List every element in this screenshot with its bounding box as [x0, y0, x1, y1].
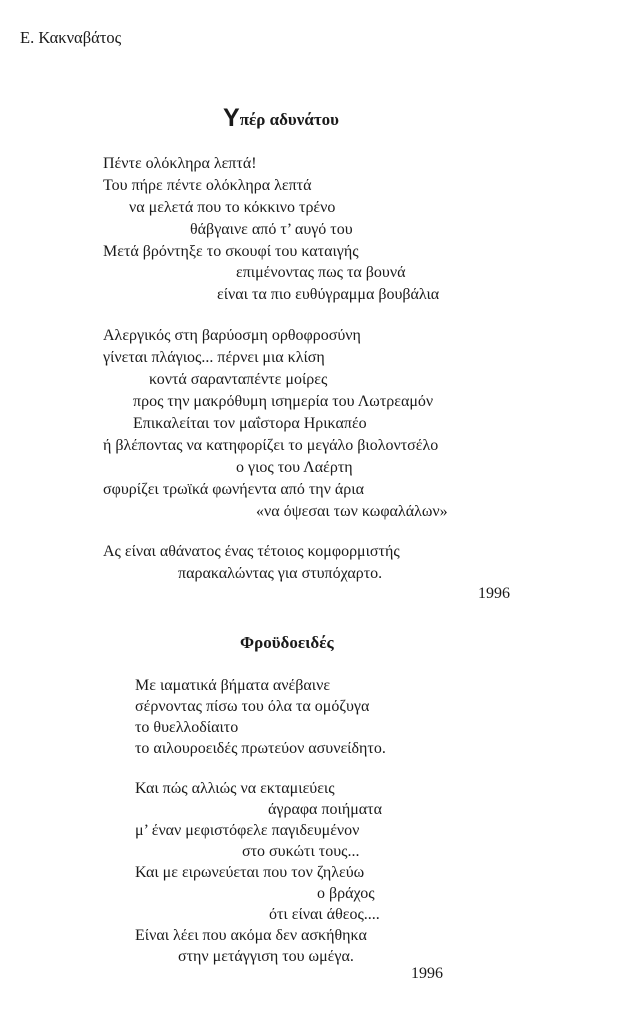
poem-title: [223, 104, 339, 133]
poem-line: Και πώς αλλιώς να εκταμιεύεις: [135, 780, 335, 797]
poem-line: το θυελλοδίαιτο: [135, 719, 239, 736]
poem-line: Ας είναι αθάνατος ένας τέτοιος κομφορμιστής: [103, 543, 400, 560]
poem-line: ή βλέποντας να κατηφορίζει το μεγάλο βιολοντσέλο: [103, 437, 439, 454]
poem-line: θάβγαινε από τ’ αυγό του: [190, 221, 353, 238]
poem-line: είναι τα πιο ευθύγραμμα βουβάλια: [217, 286, 440, 303]
poem-title-rest: πέρ αδυνάτου: [239, 110, 339, 129]
poem-line: Είναι λέει που ακόμα δεν ασκήθηκα: [135, 927, 367, 944]
poem-line: Πέντε ολόκληρα λεπτά!: [103, 155, 257, 172]
poem-line: στην μετάγγιση του ωμέγα.: [178, 948, 354, 965]
poem-line: προς την μακρόθυμη ισημερία του Λωτρεαμόν: [133, 393, 434, 410]
poem-line: μ’ έναν μεφιστόφελε παγιδευμένον: [135, 822, 360, 839]
poem-year: 1996: [478, 585, 510, 602]
poem-title: Φροϋδοειδές: [240, 633, 334, 652]
running-header-author: Ε. Κακναβάτος: [20, 28, 122, 47]
poem-line: ο γιος του Λαέρτη: [236, 459, 353, 476]
poem-line: Αλεργικός στη βαρύοσμη ορθοφροσύνη: [103, 327, 361, 344]
poem-line: σφυρίζει τρωϊκά φωνήεντα από την άρια: [103, 481, 364, 498]
poem-line: να μελετά που το κόκκινο τρένο: [129, 199, 336, 216]
poem-line: Επικαλείται τον μαΐστορα Ηρικαπέο: [133, 415, 367, 432]
poem-line: «να όψεσαι των κωφαλάλων»: [256, 503, 448, 520]
poem-title-initial: Υ: [223, 104, 240, 132]
poem-year: 1996: [411, 965, 443, 982]
poem-line: ο βράχος: [317, 885, 375, 902]
poem-line: κοντά σαρανταπέντε μοίρες: [149, 371, 328, 388]
poem-line: σέρνοντας πίσω του όλα τα ομόζυγα: [135, 698, 370, 715]
poem-line: άγραφα ποιήματα: [268, 801, 382, 818]
poem-line: στο συκώτι τους...: [242, 843, 360, 860]
poem-line: παρακαλώντας για στυπόχαρτο.: [178, 565, 383, 582]
poem-line: Μετά βρόντηξε το σκουφί του καταιγής: [103, 243, 359, 260]
poem-line: Με ιαματικά βήματα ανέβαινε: [135, 677, 331, 694]
poem-line: Του πήρε πέντε ολόκληρα λεπτά: [103, 177, 312, 194]
poem-line: επιμένοντας πως τα βουνά: [236, 264, 406, 281]
poem-line: το αιλουροειδές πρωτεύον ασυνείδητο.: [135, 740, 386, 757]
poem-line: ότι είναι άθεος....: [269, 906, 380, 923]
poem-line: Και με ειρωνεύεται που τον ζηλεύω: [135, 864, 365, 881]
poem-line: γίνεται πλάγιος... πέρνει μια κλίση: [103, 349, 325, 366]
